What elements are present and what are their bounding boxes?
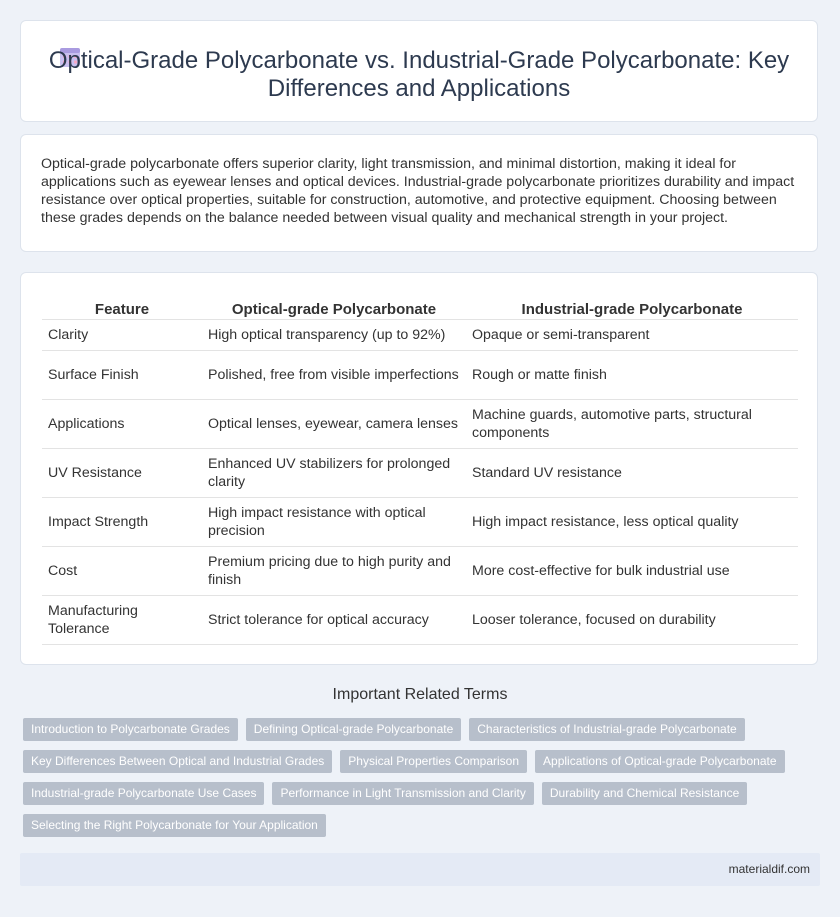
feature-cell: UV Resistance: [42, 449, 202, 498]
related-term-tag[interactable]: Introduction to Polycarbonate Grades: [23, 718, 238, 741]
feature-cell: Applications: [42, 400, 202, 449]
table-row: [42, 547, 798, 596]
related-term-tag[interactable]: Key Differences Between Optical and Industrial Grades: [23, 750, 332, 773]
related-term-tag[interactable]: Durability and Chemical Resistance: [542, 782, 747, 805]
related-term-tag[interactable]: Performance in Light Transmission and Clarity: [272, 782, 533, 805]
industrial-cell: Rough or matte finish: [466, 351, 798, 400]
table-row: [42, 320, 798, 351]
header-industrial: Industrial-grade Polycarbonate: [466, 295, 798, 320]
feature-cell: Manufacturing Tolerance: [42, 596, 202, 645]
industrial-cell: Machine guards, automotive parts, structural components: [466, 400, 798, 449]
optical-cell: Enhanced UV stabilizers for prolonged clarity: [202, 449, 466, 498]
related-terms-list: [23, 718, 803, 837]
optical-cell: Polished, free from visible imperfections: [202, 351, 466, 400]
feature-cell: Surface Finish: [42, 351, 202, 400]
industrial-cell: More cost-effective for bulk industrial use: [466, 547, 798, 596]
table-row: [42, 400, 798, 449]
comparison-table: [42, 295, 798, 645]
feature-cell: Cost: [42, 547, 202, 596]
related-term-tag[interactable]: Selecting the Right Polycarbonate for Your Application: [23, 814, 326, 837]
header-feature: Feature: [42, 295, 202, 320]
feature-cell: Clarity: [42, 320, 202, 351]
industrial-cell: High impact resistance, less optical quality: [466, 498, 798, 547]
related-terms-heading: Important Related Terms: [332, 686, 508, 703]
header-optical: Optical-grade Polycarbonate: [202, 295, 466, 320]
related-term-tag[interactable]: Characteristics of Industrial-grade Polycarbonate: [469, 718, 744, 741]
related-term-tag[interactable]: Defining Optical-grade Polycarbonate: [246, 718, 461, 741]
optical-cell: High impact resistance with optical precision: [202, 498, 466, 547]
intro-card: [20, 134, 818, 252]
table-row: [42, 449, 798, 498]
table-row: [42, 351, 798, 400]
optical-cell: High optical transparency (up to 92%): [202, 320, 466, 351]
title-card: [20, 20, 818, 122]
optical-cell: Strict tolerance for optical accuracy: [202, 596, 466, 645]
related-term-tag[interactable]: Applications of Optical-grade Polycarbonate: [535, 750, 784, 773]
optical-cell: Premium pricing due to high purity and finish: [202, 547, 466, 596]
related-term-tag[interactable]: Physical Properties Comparison: [340, 750, 527, 773]
page-title: Optical-Grade Polycarbonate vs. Industrial-Grade Polycarbonate: Key Differences and Applications: [48, 47, 790, 102]
table-row: [42, 596, 798, 645]
industrial-cell: Opaque or semi-transparent: [466, 320, 798, 351]
industrial-cell: Standard UV resistance: [466, 449, 798, 498]
intro-paragraph: Optical-grade polycarbonate offers superior clarity, light transmission, and minimal distortion, making it ideal for applications such as eyewear lenses and optical devices. Industrial-grade polycarbonate prioritizes durability and impact resistance over optical properties, suitable for construction, automotive, and protective equipment. Choosing between these grades depends on the balance needed between visual quality and mechanical strength in your project.: [41, 156, 795, 226]
comparison-card: [20, 272, 818, 665]
industrial-cell: Looser tolerance, focused on durability: [466, 596, 798, 645]
footer-bar: [20, 853, 820, 886]
table-header-row: [42, 295, 798, 320]
feature-cell: Impact Strength: [42, 498, 202, 547]
related-term-tag[interactable]: Industrial-grade Polycarbonate Use Cases: [23, 782, 264, 805]
optical-cell: Optical lenses, eyewear, camera lenses: [202, 400, 466, 449]
footer-site-link[interactable]: materialdif.com: [728, 862, 810, 876]
table-row: [42, 498, 798, 547]
